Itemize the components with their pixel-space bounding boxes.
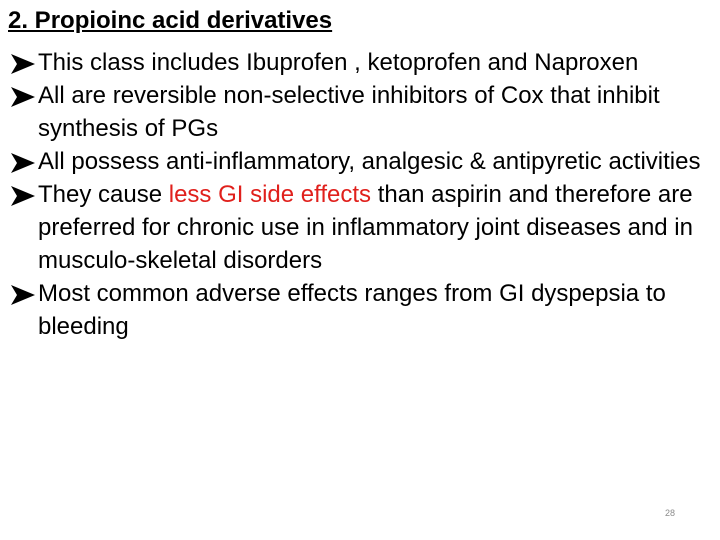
bullet-item	[10, 277, 715, 343]
bullet-item	[10, 46, 715, 79]
arrowhead-bullet-icon	[10, 178, 38, 211]
page-number: 28	[664, 508, 675, 518]
bullet-item	[10, 79, 715, 145]
arrowhead-bullet-icon	[10, 79, 38, 112]
bullet-list	[10, 46, 715, 343]
bullet-text: All possess anti-inflammatory, analgesic & antipyretic activities	[38, 148, 701, 175]
bullet-text-after: than aspirin and therefore are preferred for chronic use in inflammatory joint diseases and in musculo-skeletal disorders	[38, 181, 693, 274]
bullet-text-before: They cause	[38, 181, 169, 208]
bullet-text: Most common adverse effects ranges from GI dyspepsia to bleeding	[38, 280, 666, 340]
bullet-item	[10, 178, 715, 277]
bullet-text: This class includes Ibuprofen , ketoprofen and Naproxen	[38, 49, 639, 76]
slide-title: 2. Propioinc acid derivatives	[8, 7, 333, 34]
arrowhead-bullet-icon	[10, 277, 38, 310]
bullet-text: All are reversible non-selective inhibitors of Cox that inhibit synthesis of PGs	[38, 82, 660, 142]
arrowhead-bullet-icon	[10, 145, 38, 178]
arrowhead-bullet-icon	[10, 46, 38, 79]
highlighted-text: less GI side effects	[168, 181, 372, 208]
bullet-item	[10, 145, 715, 178]
